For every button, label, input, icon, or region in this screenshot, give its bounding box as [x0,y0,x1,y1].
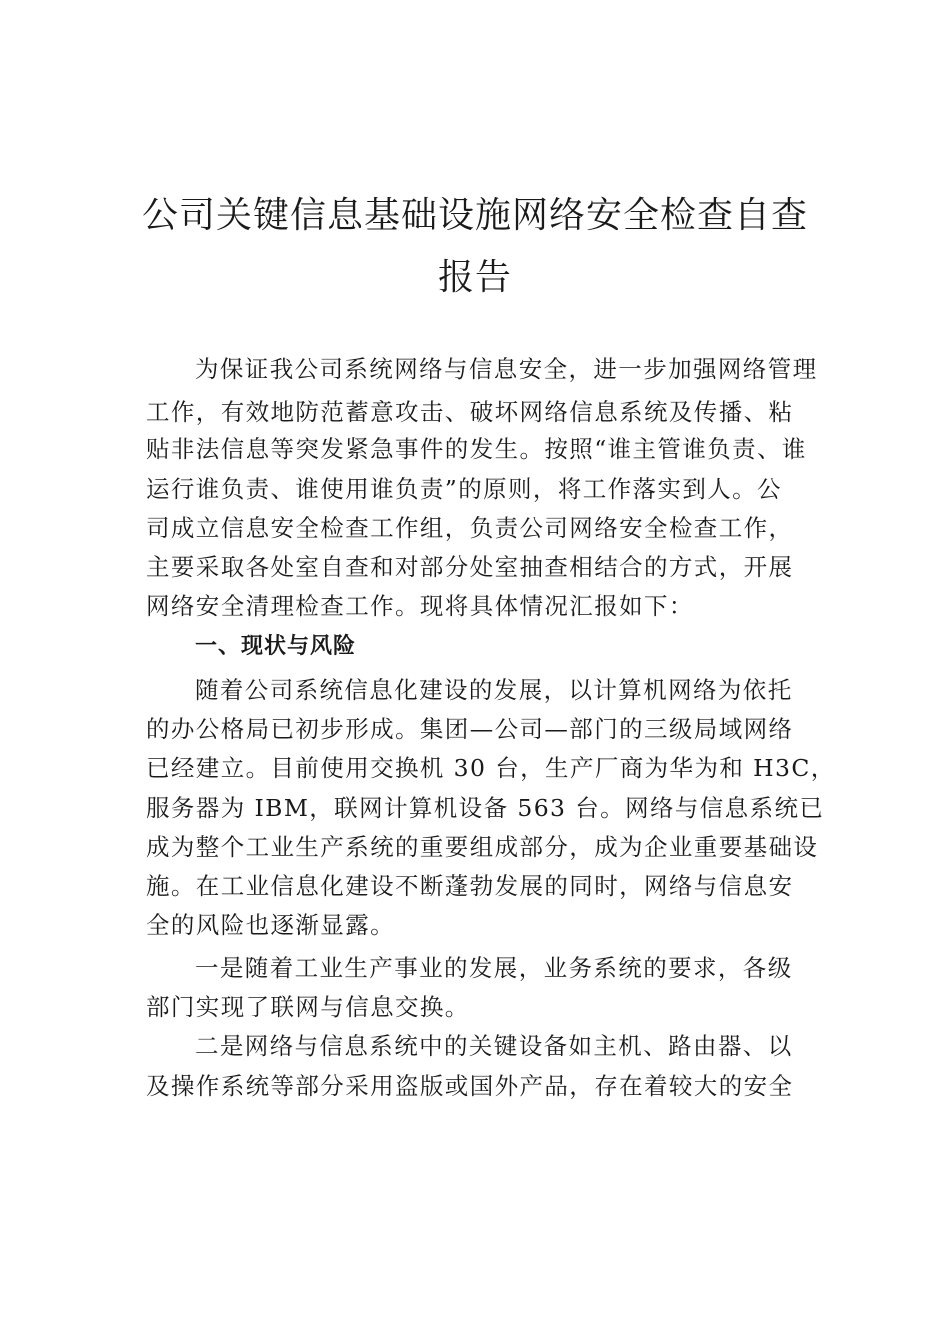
section-line-5: 成为整个工业生产系统的重要组成部分，成为企业重要基础设 [146,833,819,861]
intro-line-5: 司成立信息安全检查工作组，负责公司网络安全检查工作， [146,514,794,542]
section-line-2: 的办公格局已初步形成。集团—公司—部门的三级局域网络 [146,715,794,743]
point-1-line-2: 部门实现了联网与信息交换。 [146,993,470,1021]
point-1-line-1: 一是随着工业生产事业的发展，业务系统的要求，各级 [195,954,793,982]
section-line-4: 服务器为 IBM，联网计算机设备 563 台。网络与信息系统已 [146,794,825,822]
point-2-line-2: 及操作系统等部分采用盗版或国外产品，存在着较大的安全 [146,1072,794,1100]
intro-line-3: 贴非法信息等突发紧急事件的发生。按照“谁主管谁负责、谁 [146,435,807,463]
point-2-line-1: 二是网络与信息系统中的关键设备如主机、路由器、以 [195,1032,793,1060]
section-line-3: 已经建立。目前使用交换机 30 台，生产厂商为华为和 H3C， [146,754,836,782]
document-title-line-2: 报告 [437,257,512,298]
section-heading: 一、现状与风险 [195,634,357,659]
document-title-line-1: 公司关键信息基础设施网络安全检查自查 [141,195,808,236]
section-line-1: 随着公司系统信息化建设的发展，以计算机网络为依托 [195,676,793,704]
intro-line-2: 工作，有效地防范蓄意攻击、破坏网络信息系统及传播、粘 [146,398,794,426]
intro-line-6: 主要采取各处室自查和对部分处室抽查相结合的方式，开展 [146,553,794,581]
intro-line-7: 网络安全清理检查工作。现将具体情况汇报如下： [146,592,694,620]
intro-line-1: 为保证我公司系统网络与信息安全，进一步加强网络管理 [195,355,818,383]
intro-line-4: 运行谁负责、谁使用谁负责”的原则，将工作落实到人。公 [146,475,782,503]
section-line-6: 施。在工业信息化建设不断蓬勃发展的同时，网络与信息安 [146,872,794,900]
section-line-7: 全的风险也逐渐显露。 [146,911,395,939]
